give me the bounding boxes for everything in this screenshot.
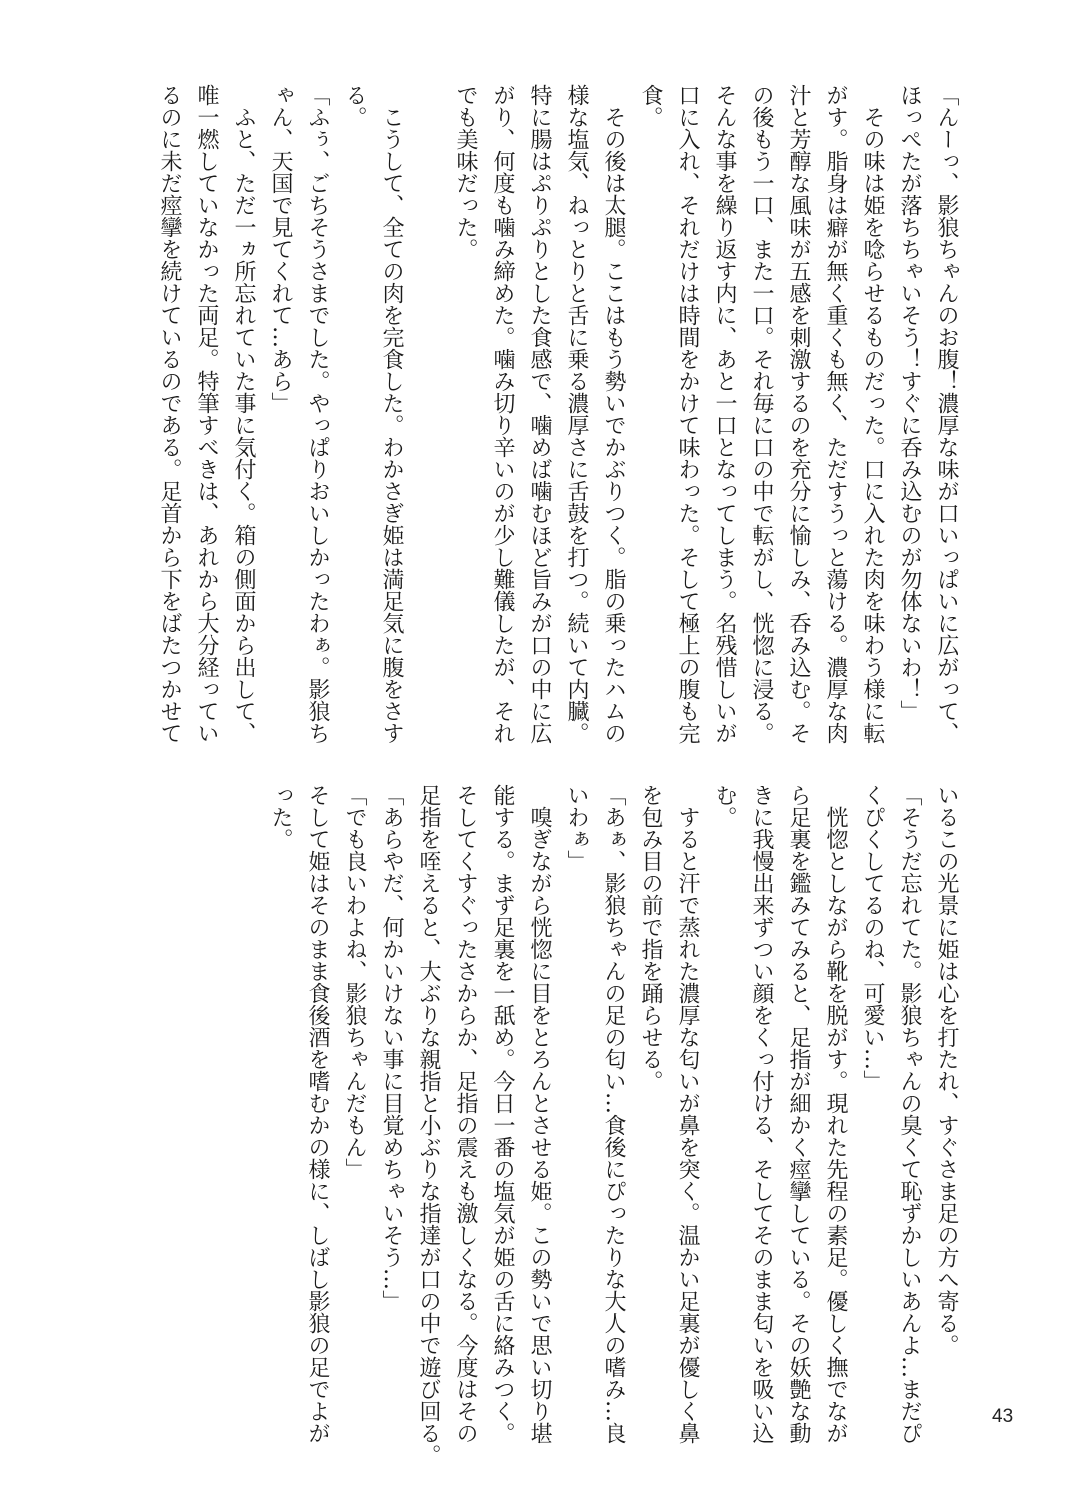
text-column: った。 <box>268 784 293 850</box>
text-column: くぴくしてるのね、可愛い…」 <box>860 784 885 1092</box>
text-column: その味は姫を唸らせるものだった。口に入れた肉を味わう様に転 <box>860 84 885 744</box>
text-column: そしてくすぐったさからか、足指の震えも激しくなる。今度はその <box>453 784 478 1444</box>
text-column: 嗅ぎながら恍惚に目をとろんとさせる姫。この勢いで思い切り堪 <box>527 784 552 1444</box>
text-column: ゃん、天国で見てくれて…あら」 <box>268 84 293 414</box>
text-column: きに我慢出来ずつい顔をくっ付ける、そしてそのまま匂いを吸い込 <box>749 784 774 1444</box>
text-column: 口に入れ、それだけは時間をかけて味わった。そして極上の腹も完 <box>675 84 700 744</box>
text-column: 恍惚としながら靴を脱がす。現れた先程の素足。優しく撫でなが <box>823 784 848 1444</box>
text-column: がす。脂身は癖が無く重くも無く、ただすうっと蕩ける。濃厚な肉 <box>823 84 848 744</box>
text-column: 「でも良いわよね、影狼ちゃんだもん」 <box>342 784 367 1180</box>
text-column: む。 <box>712 784 737 828</box>
upper-text-block <box>151 84 965 764</box>
text-column: る。 <box>342 84 367 128</box>
text-column: そんな事を繰り返す内に、あと一口となってしまう。名残惜しいが <box>712 84 737 744</box>
text-column: 「あらやだ、何かいけない事に目覚めちゃいそう…」 <box>379 784 404 1312</box>
text-column: 足指を咥えると、大ぶりな親指と小ぶりな指達が口の中で遊び回る。 <box>416 784 441 1466</box>
text-column: の後もう一口、また一口。それ毎に口の中で転がし、恍惚に浸る。 <box>749 84 774 744</box>
text-column: いるこの光景に姫は心を打たれ、すぐさま足の方へ寄る。 <box>934 784 959 1356</box>
lower-text-block <box>262 784 965 1464</box>
text-column: 汁と芳醇な風味が五感を刺激するのを充分に愉しみ、呑み込む。そ <box>786 84 811 744</box>
text-column: を包み目の前で指を踊らせる。 <box>638 784 663 1092</box>
text-column: でも美味だった。 <box>453 84 478 260</box>
text-column: すると汗で蒸れた濃厚な匂いが鼻を突く。温かい足裏が優しく鼻 <box>675 784 700 1444</box>
text-column: 「そうだ忘れてた。影狼ちゃんの臭くて恥ずかしいあんよ…まだぴ <box>897 784 922 1444</box>
text-column <box>410 84 447 764</box>
text-column: ふと、ただ一ヵ所忘れていた事に気付く。箱の側面から出して、 <box>231 84 256 744</box>
page-number: 43 <box>992 1406 1014 1427</box>
text-column: そして姫はそのまま食後酒を嗜むかの様に、しばし影狼の足でよが <box>305 784 330 1444</box>
text-column: 「あぁ、影狼ちゃんの足の匂い…食後にぴったりな大人の嗜み…良 <box>601 784 626 1444</box>
text-column: 「ふぅ、ごちそうさまでした。やっぱりおいしかったわぁ。影狼ち <box>305 84 330 744</box>
text-column: がり、何度も噛み締めた。噛み切り辛いのが少し難儀したが、それ <box>490 84 515 744</box>
text-column: 唯一燃していなかった両足。特筆すべきは、あれから大分経ってい <box>194 84 219 744</box>
text-column: いわぁ」 <box>564 784 589 872</box>
text-column: その後は太腿。ここはもう勢いでかぶりつく。脂の乗ったハムの <box>601 84 626 744</box>
text-column: るのに未だ痙攣を続けているのである。足首から下をばたつかせて <box>157 84 182 744</box>
text-column: 様な塩気、ねっとりと舌に乗る濃厚さに舌鼓を打つ。続いて内臓。 <box>564 84 589 744</box>
text-column: こうして、全ての肉を完食した。わかさぎ姫は満足気に腹をさす <box>379 84 404 744</box>
text-column: 「んーっ、影狼ちゃんのお腹！濃厚な味が口いっぱいに広がって、 <box>934 84 959 744</box>
text-column: 特に腸はぷりぷりとした食感で、噛めば噛むほど旨みが口の中に広 <box>527 84 552 744</box>
text-column: ほっぺたが落ちちゃいそう！すぐに呑み込むのが勿体ないわ！」 <box>897 84 922 722</box>
text-column: ら足裏を鑑みてみると、足指が細かく痙攣している。その妖艶な動 <box>786 784 811 1444</box>
text-column: 能する。まず足裏を一舐め。今日一番の塩気が姫の舌に絡みつく。 <box>490 784 515 1444</box>
text-column: 食。 <box>638 84 663 128</box>
